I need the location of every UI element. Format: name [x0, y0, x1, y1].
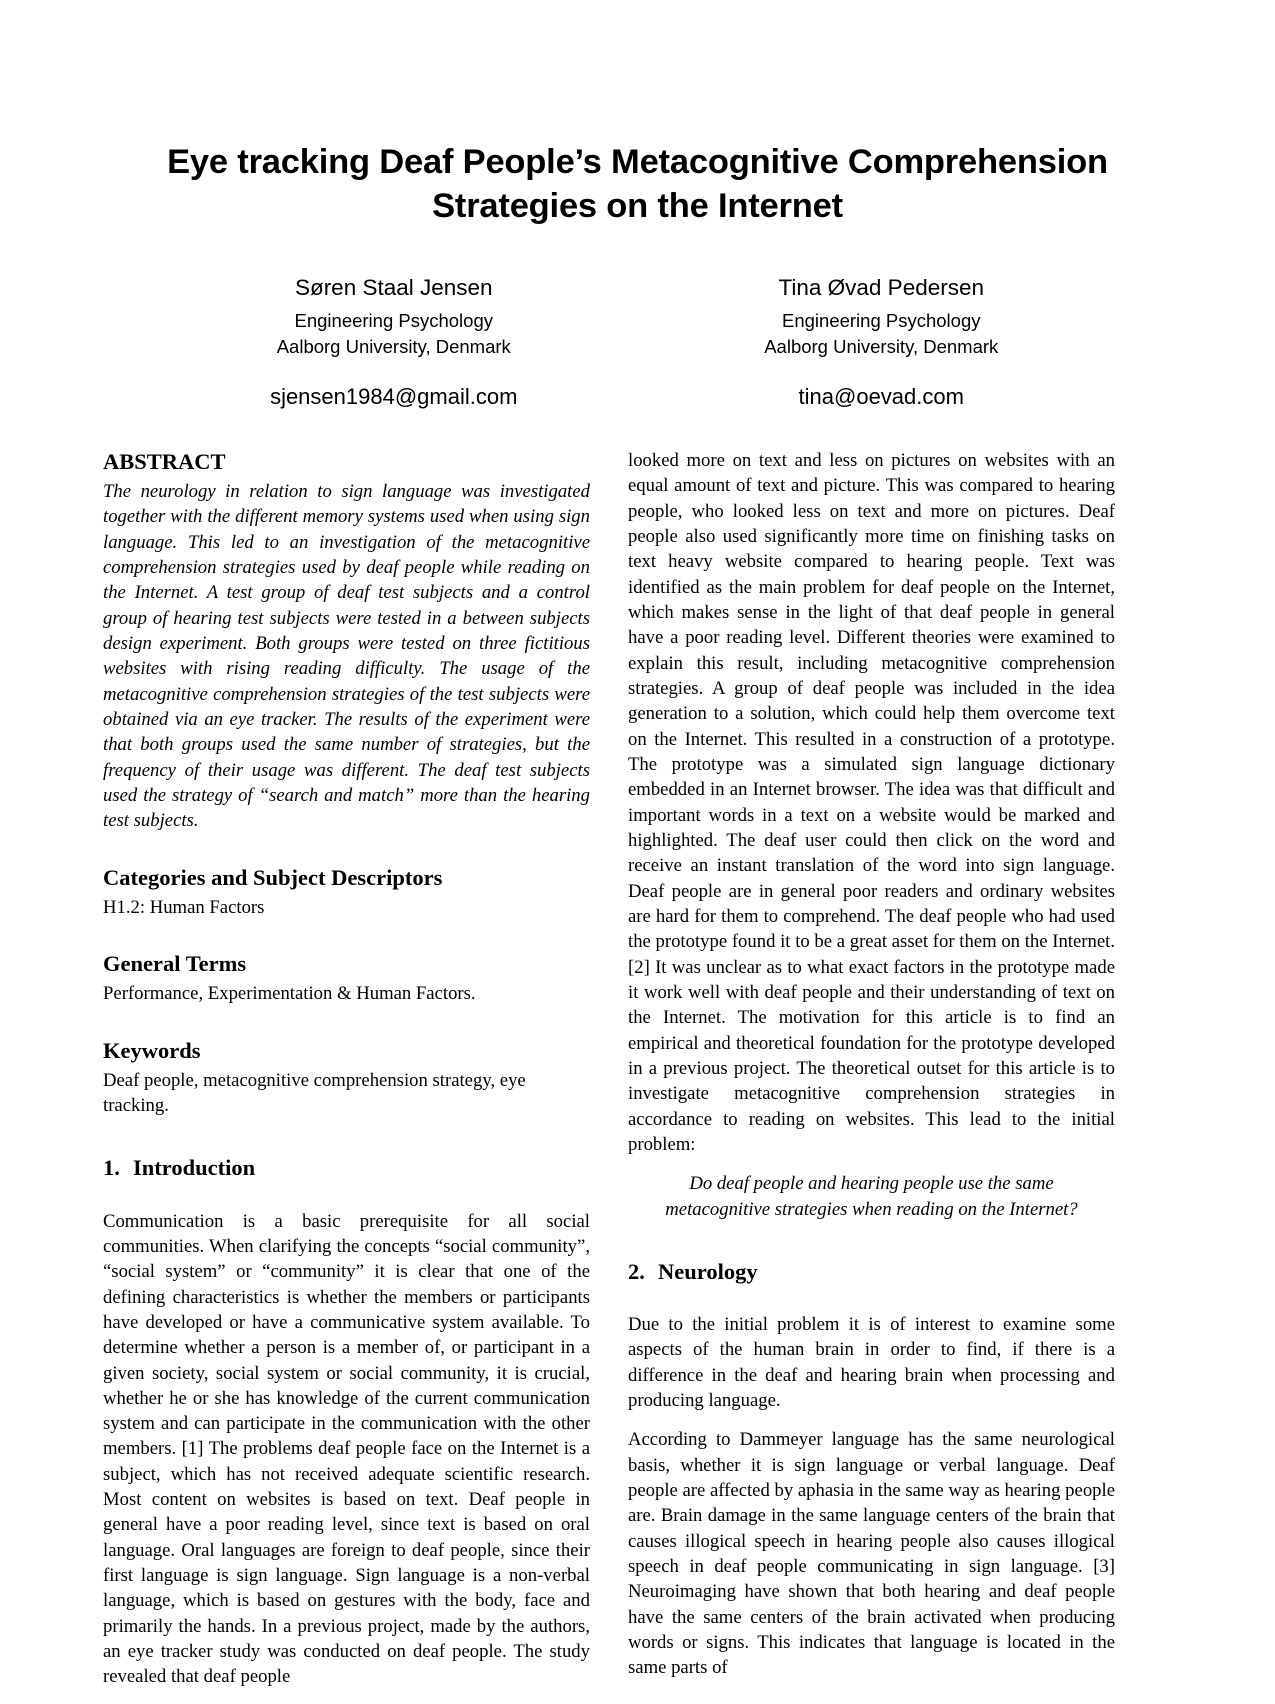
section-number: 1. — [103, 1155, 120, 1181]
initial-problem-statement: Do deaf people and hearing people use the same metacognitive strategies when reading on the Internet? — [665, 1173, 1078, 1220]
keywords-heading: Keywords — [103, 1037, 201, 1063]
section-heading-introduction — [103, 1154, 590, 1182]
section-title: Introduction — [133, 1155, 256, 1181]
right-column — [628, 448, 1115, 1704]
body-columns — [103, 448, 1115, 1704]
categories-text: H1.2: Human Factors — [103, 896, 265, 918]
author-email[interactable]: sjensen1984@gmail.com — [270, 383, 518, 409]
author-department: Engineering Psychology — [782, 310, 981, 331]
section-heading-neurology — [628, 1258, 1115, 1286]
section-number: 2. — [628, 1258, 645, 1284]
page-title: Eye tracking Deaf People’s Metacognitive Comprehension Strategies on the Internet — [167, 143, 1108, 226]
author-institution: Aalborg University, Denmark — [764, 336, 999, 358]
general-terms-text: Performance, Experimentation & Human Factors. — [103, 983, 476, 1005]
author-name: Søren Staal Jensen — [294, 275, 493, 301]
introduction-paragraph: Communication is a basic prerequisite for all social communities. When clarifying the concepts “social community”, “social system” or “community” it is clear that one of the defining characteristics is whether the members or participants have developed or have a communicative system available. To determine whether a person is a member of, or participant in a given society, social system or social community, it is crucial, whether he or she has knowledge of the current communication system and can participate in the communication with the other members. [1] The problems deaf people face on the Internet is a subject, which has not received adequate scientific research. Most content on websites is based on text. Deaf people in general have a poor reading level, since text is based on oral language. Oral languages are foreign to deaf people, since their first language is sign language. Sign language is a non-verbal language, which is based on gestures with the body, face and primarily the hands. In a previous project, made by the authors, an eye tracker study was conducted on deaf people. The study revealed that deaf people — [103, 1210, 590, 1688]
author-institution: Aalborg University, Denmark — [276, 336, 511, 358]
general-terms-heading: General Terms — [103, 951, 247, 977]
author-list — [0, 273, 1275, 411]
author-email[interactable]: tina@oevad.com — [798, 383, 964, 409]
abstract-text: The neurology in relation to sign language was investigated together with the different memory systems used when using sign language. This led to an investigation of the metacognitive comprehension strategies used by deaf people while reading on the Internet. A test group of deaf test subjects and a control group of hearing test subjects were tested in a between subjects design experiment. Both groups were tested on three fictitious websites with rising reading difficulty. The usage of the metacognitive comprehension strategies of the test subjects were obtained via an eye tracker. The results of the experiment were that both groups used the same number of strategies, but the frequency of their usage was different. The deaf test subjects used the strategy of “search and match” more than the hearing test subjects. — [103, 481, 590, 832]
keywords-text: Deaf people, metacognitive comprehension strategy, eye tracking. — [103, 1069, 526, 1117]
neurology-paragraph-2: According to Dammeyer language has the same neurological basis, whether it is sign language or verbal language. Deaf people are affected by aphasia in the same way as hearing people are. Brain damage in the same language centers of the brain that causes illogical speech in hearing people also causes illogical speech in deaf people communicating in sign language. [3] Neuroimaging have shown that both hearing and deaf people have the same centers of the brain activated when producing words or signs. This indicates that language is located in the same parts of — [628, 1429, 1115, 1679]
left-column — [103, 448, 590, 1704]
author-department: Engineering Psychology — [294, 310, 493, 331]
neurology-paragraph-1: Due to the initial problem it is of interest to examine some aspects of the human brain in order to find, if there is a difference in the deaf and hearing brain when processing and producing language. — [628, 1313, 1115, 1411]
author-name: Tina Øvad Pedersen — [778, 275, 985, 301]
section-title: Neurology — [658, 1258, 758, 1284]
title-block — [0, 0, 1275, 228]
abstract-heading: ABSTRACT — [103, 449, 226, 474]
author-block-1 — [150, 273, 638, 411]
author-block-2 — [638, 273, 1126, 411]
continued-paragraph: looked more on text and less on pictures on websites with an equal amount of text and picture. This was compared to hearing people, who looked less on text and more on pictures. Deaf people also used significantly more time on finishing tasks on text heavy website compared to hearing people. Text was identified as the main problem for deaf people on the Internet, which makes sense in the light of that deaf people in general have a poor reading level. Different theories were examined to explain this result, including metacognitive comprehension strategies. A group of deaf people was included in the idea generation to a solution, which could help them overcome text on the Internet. This resulted in a construction of a prototype. The prototype was a simulated sign language dictionary embedded in an Internet browser. The idea was that difficult and important words in a text on a website would be marked and highlighted. The deaf user could then click on the word and receive an instant translation of the word into sign language. Deaf people are in general poor readers and ordinary websites are hard for them to comprehend. The deaf people who had used the prototype found it to be a great asset for them on the Internet. [2] It was unclear as to what exact factors in the prototype made it work well with deaf people and their understanding of text on the Internet. The motivation for this article is to find an empirical and theoretical foundation for the prototype developed in a previous project. The theoretical outset for this article is to investigate metacognitive comprehension strategies in accordance to reading on websites. This lead to the initial problem: — [628, 450, 1115, 1155]
categories-heading: Categories and Subject Descriptors — [103, 864, 443, 890]
